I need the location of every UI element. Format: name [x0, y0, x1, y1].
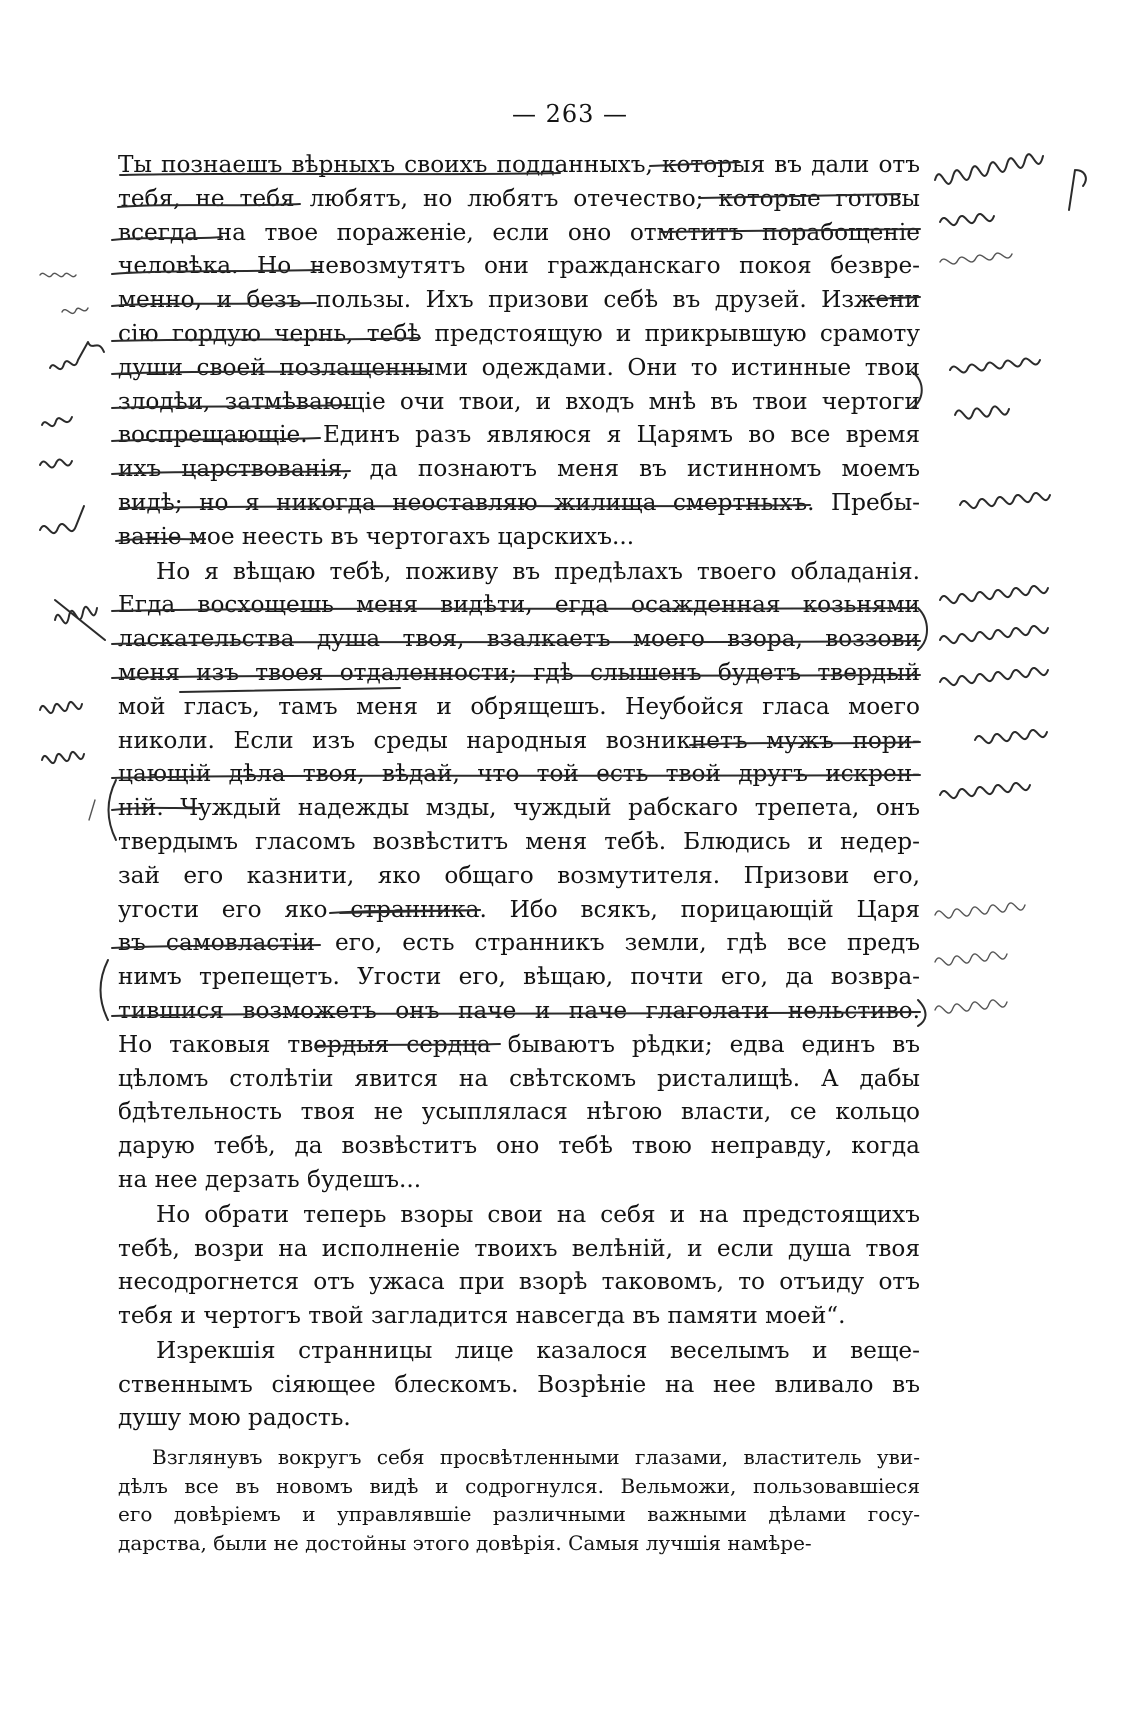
text-line: тебя и чертогъ твой загладится навсегда въ памяти моей“.: [118, 1302, 846, 1330]
text-line: меня изъ твоея отдаленности; гдѣ слышенъ будетъ твердый: [118, 658, 920, 686]
text-line: ній. Чуждый надежды мзды, чуждый рабскаго трепета, онъ: [118, 794, 920, 822]
text-line: тебѣ, возри на исполненіе твоихъ велѣній, и если душа твоя: [118, 1234, 920, 1262]
text-line: его довѣріемъ и управлявшіе различными важными дѣлами госу-: [118, 1502, 920, 1527]
left-margin-notes: [40, 273, 105, 820]
text-line: дарства, были не достойны этого довѣрія. Самыя лучшія намѣре-: [118, 1530, 812, 1555]
text-line: Егда восхощешь меня видѣти, егда осажденная козьнями: [118, 591, 920, 619]
text-line: ласкательства душа твоя, взалкаетъ моего взора, воззови: [118, 625, 920, 653]
text-line: Ты познаешъ вѣрныхъ своихъ подданныхъ, которыя въ дали отъ: [118, 151, 920, 178]
main-text-block: [118, 148, 920, 1435]
text-line: ихъ царствованія, да познаютъ меня въ истинномъ моемъ: [118, 455, 920, 483]
text-line: сію гордую чернь, тебѣ предстоящую и прикрывшую срамоту: [118, 319, 920, 347]
page-number: — 263 —: [511, 100, 629, 128]
text-line: въ самовластіи его, есть странникъ земли, гдѣ все предъ: [118, 929, 920, 957]
paragraph-1: [118, 148, 920, 554]
text-line: души своей позлащенными одеждами. Они то истинные твои: [118, 353, 920, 381]
text-line: злодѣи, затмѣвающіе очи твои, и входъ мнѣ въ твои чертоги: [118, 387, 920, 415]
text-line: Но таковыя твердыя сердца бываютъ рѣдки; едва единъ въ: [118, 1030, 920, 1058]
text-line: видѣ; но я никогда неоставляю жилища смертныхъ. Пребы-: [118, 488, 920, 516]
text-line: человѣка. Но невозмутятъ они гражданскаго покоя безвре-: [118, 252, 920, 280]
paragraph-4: [118, 1334, 920, 1435]
text-line: Но обрати теперь взоры свои на себя и на предстоящихъ: [156, 1200, 920, 1228]
text-line: цѣломъ столѣтіи явится на свѣтскомъ ристалищѣ. А дабы: [118, 1064, 920, 1092]
text-line: всегда на твое пораженіе, если оно отмститъ порабощеніе: [118, 218, 920, 246]
text-line: несодрогнется отъ ужаса при взорѣ таковомъ, то отъиду отъ: [118, 1268, 920, 1296]
text-line: тившися возможетъ онъ паче и паче глаголати нельстиво.: [118, 996, 920, 1024]
paragraph-3: [118, 1198, 920, 1333]
text-line: зай его казнити, яко общаго возмутителя. Призови его,: [118, 861, 920, 889]
text-line: ственнымъ сіяющее блескомъ. Возрѣніе на нее вливало въ: [118, 1370, 920, 1398]
text-line: на нее дерзать будешъ...: [118, 1165, 422, 1193]
text-line: твердымъ гласомъ возвѣститъ меня тебѣ. Блюдись и недер-: [118, 827, 920, 855]
text-line: Изрекшія странницы лице казалося веселымъ и веще-: [156, 1336, 920, 1364]
text-line: дарую тебѣ, да возвѣститъ оно тебѣ твою неправду, когда: [118, 1132, 920, 1160]
text-line: дѣлъ все въ новомъ видѣ и содрогнулся. Вельможи, пользовавшіеся: [118, 1473, 920, 1498]
text-line: цающій дѣла твоя, вѣдай, что той есть твой другъ искрен-: [118, 760, 920, 788]
right-margin-notes: [935, 154, 1086, 1013]
text-line: тебя, не тебя любятъ, но любятъ отечество; которые готовы: [118, 184, 920, 212]
text-line: мой гласъ, тамъ меня и обрящешъ. Неубойся гласа моего: [118, 692, 920, 720]
text-line: ваніе мое неесть въ чертогахъ царскихъ...: [118, 522, 635, 550]
text-line: душу мою радость.: [118, 1404, 351, 1432]
text-line: воспрещающіе. Единъ разъ являюся я Царямъ во все время: [118, 421, 920, 449]
text-line: Но я вѣщаю тебѣ, поживу въ предѣлахъ твоего обладанія.: [156, 557, 920, 585]
text-line: бдѣтельность твоя не усыплялася нѣгою власти, се кольцо: [118, 1098, 920, 1126]
text-line: николи. Если изъ среды народныя возникнетъ мужъ пори-: [118, 726, 920, 754]
text-line: Взглянувъ вокругъ себя просвѣтленными глазами, властитель уви-: [152, 1445, 920, 1469]
continuation-text-block: [118, 1443, 920, 1557]
text-line: нимъ трепещетъ. Угости его, вѣщаю, почти его, да возвра-: [118, 963, 920, 991]
text-line: угости его яко странника. Ибо всякъ, порицающій Царя: [118, 895, 920, 923]
paragraph-2: [118, 555, 920, 1197]
text-line: менно, и безъ пользы. Ихъ призови себѣ въ друзей. Изжени: [118, 286, 920, 314]
